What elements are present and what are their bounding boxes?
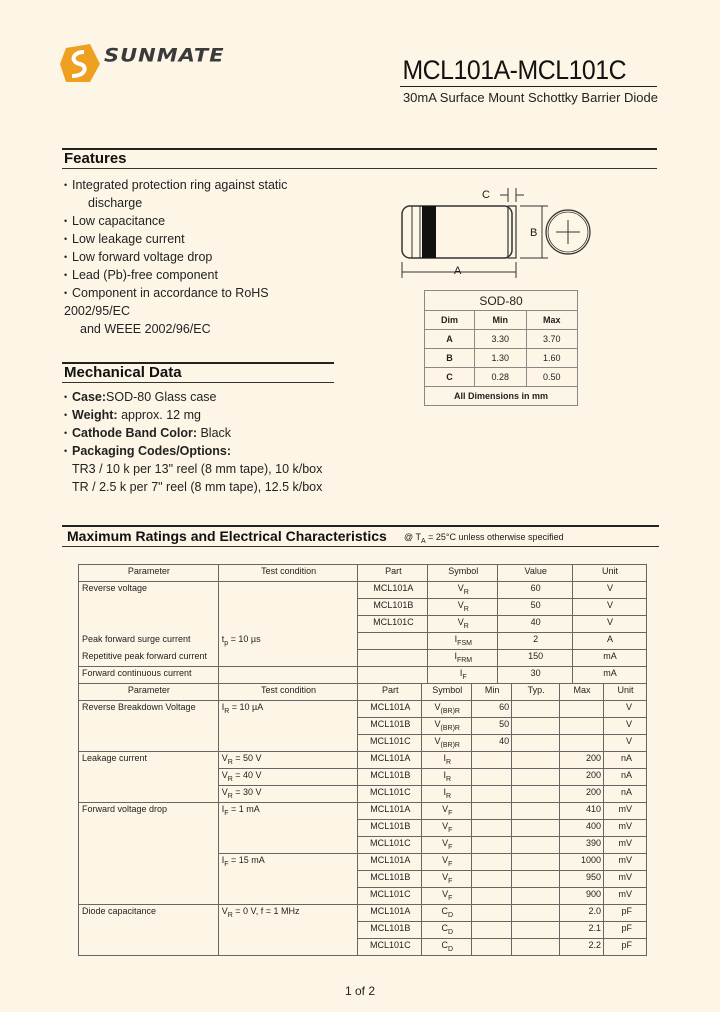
table-row — [79, 718, 647, 735]
table-cell: V — [603, 735, 646, 752]
table-row: Forward continuous current $I_F$ 30 mA — [79, 667, 647, 684]
ratings-rule-top — [62, 525, 659, 527]
table-cell — [512, 888, 560, 905]
dim-header: Max — [526, 311, 578, 330]
dim-table-title: SOD-80 — [425, 291, 578, 311]
brand-name: SUNMATE — [104, 44, 225, 66]
table-cell — [472, 888, 512, 905]
dim-cell: 0.50 — [526, 368, 578, 387]
table-cell: pF — [603, 905, 646, 922]
dim-cell: 3.70 — [526, 330, 578, 349]
ratings-note: @ $T_A = 25^\circ C$ unless otherwise specified — [404, 532, 564, 545]
table-row: Peak forward surge current $t_p = 10$ µs $I_{FSM}$ 2 A — [79, 633, 647, 650]
table-cell — [218, 735, 358, 752]
electrical-table — [78, 683, 647, 956]
dim-table-footer: All Dimensions in mm — [425, 387, 578, 406]
dim-label-b: B — [530, 227, 538, 239]
col-header: Unit — [573, 565, 647, 582]
table-cell: MCL101C — [358, 939, 422, 956]
table-cell: $V_F$ — [422, 820, 472, 837]
table-row — [79, 939, 647, 956]
features-rule-top — [62, 148, 657, 150]
pack-line: TR / 2.5 k per 7" reel (8 mm tape), 12.5 k/box — [72, 480, 323, 494]
table-cell — [560, 718, 604, 735]
features-rule-bottom — [62, 168, 657, 169]
table-cell: mV — [603, 820, 646, 837]
col-header: Min — [472, 684, 512, 701]
table-cell — [218, 939, 358, 956]
table-cell — [512, 735, 560, 752]
table-cell — [512, 837, 560, 854]
table-cell: 1000 — [560, 854, 604, 871]
mech-item: • Cathode Band Color: Black — [64, 426, 232, 440]
table-cell — [512, 769, 560, 786]
table-cell — [218, 871, 358, 888]
table-cell: $I_R$ — [422, 752, 472, 769]
table-row — [79, 735, 647, 752]
table-cell: MCL101B — [358, 922, 422, 939]
table-cell: 200 — [560, 769, 604, 786]
table-row — [79, 786, 647, 803]
table-row — [79, 854, 647, 871]
table-cell — [512, 871, 560, 888]
dim-cell: 0.28 — [475, 368, 526, 387]
table-cell: 50 — [472, 718, 512, 735]
table-cell — [560, 735, 604, 752]
table-row — [79, 752, 647, 769]
table-cell: 2.2 — [560, 939, 604, 956]
table-cell: $V_R = 40$ V — [218, 769, 358, 786]
dim-cell: 3.30 — [475, 330, 526, 349]
table-cell: Leakage current — [79, 752, 219, 769]
table-cell: MCL101A — [358, 905, 422, 922]
table-cell: 2.0 — [560, 905, 604, 922]
feature-item: • Integrated protection ring against static discharge — [64, 178, 288, 210]
table-cell: MCL101A — [358, 803, 422, 820]
table-cell — [512, 939, 560, 956]
table-cell: $V_{(BR)R}$ — [422, 735, 472, 752]
col-header: Test condition — [218, 684, 358, 701]
table-row — [79, 888, 647, 905]
table-cell — [472, 803, 512, 820]
table-cell: MCL101B — [358, 820, 422, 837]
ratings-heading: Maximum Ratings and Electrical Characteristics — [67, 528, 387, 544]
table-row — [79, 922, 647, 939]
table-row — [425, 330, 578, 349]
table-cell: MCL101B — [358, 871, 422, 888]
table-cell — [512, 820, 560, 837]
dim-header: Min — [475, 311, 526, 330]
table-cell: 200 — [560, 786, 604, 803]
table-cell: $V_F$ — [422, 888, 472, 905]
table-row: MCL101B $V_R$ 50 V — [79, 599, 647, 616]
table-cell: 40 — [472, 735, 512, 752]
table-cell: pF — [603, 939, 646, 956]
mech-item: • Packaging Codes/Options: — [64, 444, 232, 458]
table-cell — [512, 752, 560, 769]
page-subtitle: 30mA Surface Mount Schottky Barrier Diode — [402, 90, 658, 105]
mech-item: • Weight: approx. 12 mg — [64, 408, 201, 422]
table-cell — [472, 922, 512, 939]
table-cell — [472, 786, 512, 803]
dim-cell: C — [425, 368, 475, 387]
table-cell — [512, 718, 560, 735]
table-cell — [512, 701, 560, 718]
table-cell: MCL101A — [358, 854, 422, 871]
table-cell: mV — [603, 888, 646, 905]
table-cell: MCL101C — [358, 735, 422, 752]
table-cell: $I_R = 10$ µA — [218, 701, 358, 718]
mech-rule-bottom — [62, 382, 334, 383]
mechanical-list — [64, 388, 354, 496]
dim-label-a: A — [454, 265, 462, 277]
table-cell — [218, 837, 358, 854]
table-cell: $I_R$ — [422, 786, 472, 803]
col-header: Typ. — [512, 684, 560, 701]
table-cell: V — [603, 701, 646, 718]
table-cell: $C_D$ — [422, 905, 472, 922]
table-row — [79, 820, 647, 837]
table-cell: 390 — [560, 837, 604, 854]
table-row: Reverse voltage MCL101A $V_R$ 60 V — [79, 582, 647, 599]
table-row — [79, 905, 647, 922]
table-cell — [79, 888, 219, 905]
table-cell: Reverse Breakdown Voltage — [79, 701, 219, 718]
feature-item: • Lead (Pb)-free component — [64, 268, 218, 282]
table-cell: 400 — [560, 820, 604, 837]
table-cell — [512, 905, 560, 922]
col-header: Parameter — [79, 684, 219, 701]
dim-cell: 1.60 — [526, 349, 578, 368]
dim-cell: 1.30 — [475, 349, 526, 368]
feature-item: • Low capacitance — [64, 214, 166, 228]
table-cell: $I_F = 15$ mA — [218, 854, 358, 871]
table-cell: 200 — [560, 752, 604, 769]
table-cell: $V_{(BR)R}$ — [422, 718, 472, 735]
table-cell: $I_F = 1$ mA — [218, 803, 358, 820]
table-cell: nA — [603, 769, 646, 786]
table-cell: $V_R = 0$ V, f = 1 MHz — [218, 905, 358, 922]
table-cell: $C_D$ — [422, 922, 472, 939]
table-cell — [472, 854, 512, 871]
table-row: MCL101C $V_R$ 40 V — [79, 616, 647, 633]
table-cell — [472, 871, 512, 888]
mechanical-heading: Mechanical Data — [64, 364, 182, 381]
col-header: Max — [560, 684, 604, 701]
table-cell: 900 — [560, 888, 604, 905]
table-cell — [218, 922, 358, 939]
feature-item: • Component in accordance to RoHS 2002/95/EC and WEEE 2002/96/EC — [64, 286, 269, 336]
table-cell — [79, 735, 219, 752]
table-cell: MCL101C — [358, 888, 422, 905]
table-cell — [472, 752, 512, 769]
table-cell — [472, 820, 512, 837]
table-cell: $V_F$ — [422, 871, 472, 888]
table-row: Repetitive peak forward current $I_{FRM}$ 150 mA — [79, 650, 647, 667]
col-header: Parameter — [79, 565, 219, 582]
col-header: Test condition — [218, 565, 358, 582]
table-cell: MCL101A — [358, 701, 422, 718]
table-cell: $V_F$ — [422, 803, 472, 820]
mech-item: • Case:SOD-80 Glass case — [64, 390, 217, 404]
table-cell — [79, 837, 219, 854]
table-cell: $V_F$ — [422, 837, 472, 854]
table-cell: MCL101B — [358, 769, 422, 786]
table-cell: 2.1 — [560, 922, 604, 939]
features-heading: Features — [64, 150, 127, 167]
dimension-table — [424, 290, 578, 406]
table-cell — [79, 718, 219, 735]
table-cell: $I_R$ — [422, 769, 472, 786]
title-underline — [400, 86, 657, 87]
table-row — [425, 368, 578, 387]
table-row — [79, 803, 647, 820]
col-header: Part — [358, 565, 428, 582]
table-cell — [512, 922, 560, 939]
table-cell: nA — [603, 786, 646, 803]
table-cell: Forward voltage drop — [79, 803, 219, 820]
features-list — [64, 176, 334, 338]
table-cell — [472, 769, 512, 786]
table-cell — [79, 871, 219, 888]
table-cell — [560, 701, 604, 718]
table-cell — [218, 888, 358, 905]
table-cell — [79, 939, 219, 956]
table-cell: MCL101C — [358, 786, 422, 803]
table-cell: 60 — [472, 701, 512, 718]
table-cell: mV — [603, 803, 646, 820]
table-cell: nA — [603, 752, 646, 769]
dim-label-c: C — [482, 189, 490, 201]
table-cell: mV — [603, 854, 646, 871]
package-diagram — [396, 182, 606, 282]
table-cell — [79, 820, 219, 837]
table-cell: Diode capacitance — [79, 905, 219, 922]
table-cell: mV — [603, 837, 646, 854]
table-cell — [472, 939, 512, 956]
table-row — [79, 701, 647, 718]
table-cell — [472, 905, 512, 922]
table-row — [79, 769, 647, 786]
col-header: Part — [358, 684, 422, 701]
table-cell: $V_R = 30$ V — [218, 786, 358, 803]
table-cell: $C_D$ — [422, 939, 472, 956]
table-cell: MCL101B — [358, 718, 422, 735]
col-header: Value — [498, 565, 573, 582]
table-cell: MCL101C — [358, 837, 422, 854]
table-cell: $V_R = 50$ V — [218, 752, 358, 769]
table-cell — [79, 854, 219, 871]
table-cell: $V_{(BR)R}$ — [422, 701, 472, 718]
col-header: Symbol — [428, 565, 498, 582]
table-cell — [218, 820, 358, 837]
col-header: Symbol — [422, 684, 472, 701]
table-cell — [512, 854, 560, 871]
dim-header: Dim — [425, 311, 475, 330]
table-cell: 410 — [560, 803, 604, 820]
ratings-rule-bottom — [62, 546, 659, 547]
table-cell — [79, 922, 219, 939]
dim-cell: A — [425, 330, 475, 349]
dim-cell: B — [425, 349, 475, 368]
table-cell: mV — [603, 871, 646, 888]
table-cell: $V_F$ — [422, 854, 472, 871]
table-row — [79, 837, 647, 854]
feature-item: • Low leakage current — [64, 232, 185, 246]
table-cell: V — [603, 718, 646, 735]
table-row — [425, 349, 578, 368]
ratings-table — [78, 564, 647, 684]
table-cell — [472, 837, 512, 854]
table-cell: MCL101A — [358, 752, 422, 769]
table-cell — [218, 718, 358, 735]
table-row — [79, 871, 647, 888]
table-cell — [512, 803, 560, 820]
pack-line: TR3 / 10 k per 13" reel (8 mm tape), 10 k/box — [72, 462, 323, 476]
table-cell — [79, 786, 219, 803]
feature-item: • Low forward voltage drop — [64, 250, 213, 264]
table-cell — [512, 786, 560, 803]
table-cell — [79, 769, 219, 786]
page-number: 1 of 2 — [344, 984, 376, 998]
table-cell: pF — [603, 922, 646, 939]
page-title: MCL101A-MCL101C — [402, 55, 626, 85]
col-header: Unit — [603, 684, 646, 701]
table-cell: 950 — [560, 871, 604, 888]
